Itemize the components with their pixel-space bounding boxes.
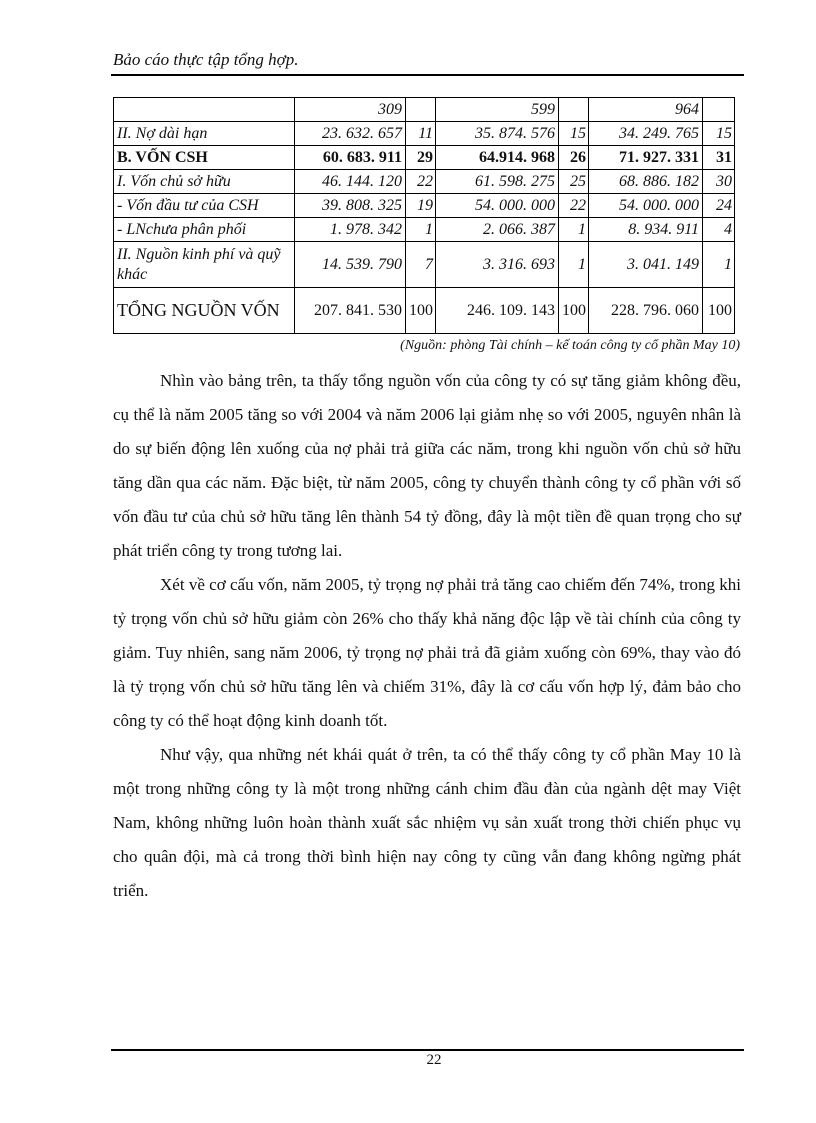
percent-cell: 19 — [406, 194, 436, 218]
percent-cell: 100 — [406, 288, 436, 334]
table-row — [114, 146, 735, 170]
percent-cell: 24 — [703, 194, 735, 218]
percent-cell: 100 — [703, 288, 735, 334]
value-cell: 964 — [589, 98, 703, 122]
value-cell: 61. 598. 275 — [436, 170, 559, 194]
percent-cell: 1 — [703, 242, 735, 288]
table-source-note: (Nguồn: phòng Tài chính – kế toán công ty cổ phần May 10) — [400, 338, 740, 353]
percent-cell: 11 — [406, 122, 436, 146]
percent-cell: 7 — [406, 242, 436, 288]
value-cell: 68. 886. 182 — [589, 170, 703, 194]
page-number: 22 — [426, 1052, 442, 1068]
header-divider — [111, 74, 744, 76]
table-row — [114, 170, 735, 194]
percent-cell: 25 — [559, 170, 589, 194]
percent-cell: 22 — [406, 170, 436, 194]
table-row — [114, 242, 735, 288]
percent-cell: 100 — [559, 288, 589, 334]
row-label: - LNchưa phân phối — [114, 218, 295, 242]
value-cell: 54. 000. 000 — [589, 194, 703, 218]
paragraph: Nhìn vào bảng trên, ta thấy tổng nguồn vốn của công ty có sự tăng giảm không đều, cụ thể là năm 2005 tăng so với 2004 và năm 2006 lại giảm nhẹ so với 2005, nguyên nhân là do sự biến động lên xuống của nợ phải trả giữa các năm, trong khi nguồn vốn chủ sở hữu tăng dần qua các năm. Đặc biệt, từ năm 2005, công ty chuyển thành công ty cổ phần với số vốn đầu tư của chủ sở hữu tăng lên thành 54 tỷ đồng, đây là một tiền đề quan trọng cho sự phát triển công ty trong tương lai. — [113, 371, 741, 560]
row-label: B. VỐN CSH — [114, 146, 295, 170]
percent-cell: 26 — [559, 146, 589, 170]
row-label: II. Nợ dài hạn — [114, 122, 295, 146]
percent-cell: 29 — [406, 146, 436, 170]
table-row — [114, 194, 735, 218]
row-label: II. Nguồn kinh phí và quỹ khác — [114, 242, 295, 288]
value-cell: 34. 249. 765 — [589, 122, 703, 146]
value-cell: 228. 796. 060 — [589, 288, 703, 334]
value-cell: 35. 874. 576 — [436, 122, 559, 146]
table-row — [114, 218, 735, 242]
value-cell: 1. 978. 342 — [295, 218, 406, 242]
value-cell: 39. 808. 325 — [295, 194, 406, 218]
percent-cell — [703, 98, 735, 122]
table-row — [114, 122, 735, 146]
value-cell: 64.914. 968 — [436, 146, 559, 170]
value-cell: 54. 000. 000 — [436, 194, 559, 218]
value-cell: 2. 066. 387 — [436, 218, 559, 242]
page-header: Bảo cáo thực tập tổng hợp. — [113, 50, 299, 69]
value-cell: 8. 934. 911 — [589, 218, 703, 242]
value-cell: 207. 841. 530 — [295, 288, 406, 334]
value-cell: 71. 927. 331 — [589, 146, 703, 170]
value-cell: 46. 144. 120 — [295, 170, 406, 194]
row-label: TỔNG NGUỒN VỐN — [114, 288, 295, 334]
table-row — [114, 288, 735, 334]
value-cell: 599 — [436, 98, 559, 122]
percent-cell: 30 — [703, 170, 735, 194]
value-cell: 3. 041. 149 — [589, 242, 703, 288]
value-cell: 309 — [295, 98, 406, 122]
paragraph: Như vậy, qua những nét khái quát ở trên, ta có thể thấy công ty cổ phần May 10 là một trong những công ty là một trong những cánh chim đầu đàn của ngành dệt may Việt Nam, không những luôn hoàn thành xuất sắc nhiệm vụ sản xuất trong thời chiến phục vụ cho quân đội, mà cả trong thời bình hiện nay công ty cũng vẫn đang không ngừng phát triển. — [113, 745, 741, 900]
row-label: I. Vốn chủ sở hữu — [114, 170, 295, 194]
percent-cell: 1 — [406, 218, 436, 242]
value-cell: 23. 632. 657 — [295, 122, 406, 146]
percent-cell: 15 — [559, 122, 589, 146]
percent-cell — [406, 98, 436, 122]
percent-cell — [559, 98, 589, 122]
percent-cell: 1 — [559, 242, 589, 288]
value-cell: 246. 109. 143 — [436, 288, 559, 334]
percent-cell: 1 — [559, 218, 589, 242]
value-cell: 60. 683. 911 — [295, 146, 406, 170]
capital-structure-table — [113, 97, 735, 334]
percent-cell: 15 — [703, 122, 735, 146]
footer-divider — [111, 1049, 744, 1051]
table-row — [114, 98, 735, 122]
percent-cell: 31 — [703, 146, 735, 170]
row-label: - Vốn đầu tư của CSH — [114, 194, 295, 218]
row-label — [114, 98, 295, 122]
value-cell: 3. 316. 693 — [436, 242, 559, 288]
body-text — [113, 364, 741, 908]
percent-cell: 4 — [703, 218, 735, 242]
paragraph: Xét về cơ cấu vốn, năm 2005, tỷ trọng nợ phải trả tăng cao chiếm đến 74%, trong khi tỷ trọng vốn chủ sở hữu giảm còn 26% cho thấy khả năng độc lập về tài chính của công ty giảm. Tuy nhiên, sang năm 2006, tỷ trọng nợ phải trả đã giảm xuống còn 69%, thay vào đó là tỷ trọng vốn chủ sở hữu tăng lên và chiếm 31%, đây là cơ cấu vốn hợp lý, đảm bảo cho công ty có thể hoạt động kinh doanh tốt. — [113, 575, 741, 730]
value-cell: 14. 539. 790 — [295, 242, 406, 288]
percent-cell: 22 — [559, 194, 589, 218]
